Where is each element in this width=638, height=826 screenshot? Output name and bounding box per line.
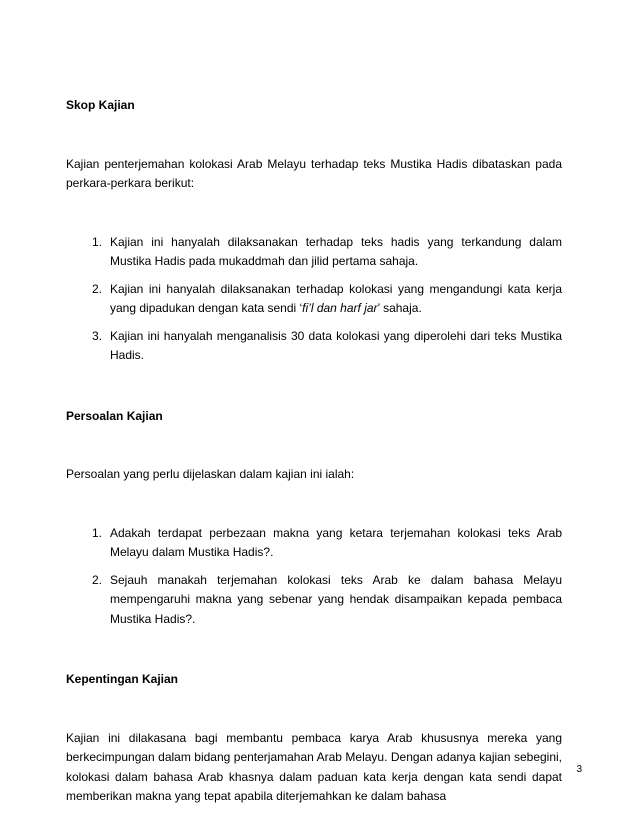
list-item <box>66 233 562 272</box>
list-item-text-before: Kajian ini hanyalah dilaksanakan terhadap kolokasi yang mengandungi kata kerja yang dipadukan dengan kata sendi ‘ <box>110 281 562 315</box>
list-number: 1. <box>92 525 103 540</box>
list-item <box>66 327 562 366</box>
skop-intro: Kajian penterjemahan kolokasi Arab Melayu terhadap teks Mustika Hadis dibataskan pada perkara-perkara berikut: <box>66 156 562 190</box>
list-number: 2. <box>92 572 103 587</box>
list-item <box>66 571 562 630</box>
list-number: 1. <box>92 234 103 249</box>
list-item <box>66 280 562 319</box>
persoalan-heading: Persoalan Kajian <box>66 408 163 423</box>
list-item-text-after: ’ sahaja. <box>377 301 422 315</box>
persoalan-list <box>66 524 562 630</box>
list-item <box>66 524 562 563</box>
list-item-text: Sejauh manakah terjemahan kolokasi teks Arab ke dalam bahasa Melayu mempengaruhi makna yang sebenar yang hendak disampaikan kepada pembaca Mustika Hadis?. <box>110 572 562 626</box>
list-item-italic-term: fi’l dan harf jar <box>302 301 378 315</box>
list-item-text: Adakah terdapat perbezaan makna yang ketara terjemahan kolokasi teks Arab Melayu dalam Mustika Hadis?. <box>110 525 562 559</box>
list-item-text: Kajian ini hanyalah menganalisis 30 data kolokasi yang diperolehi dari teks Mustika Hadis. <box>110 328 562 362</box>
kepentingan-body: Kajian ini dilakasana bagi membantu pembaca karya Arab khususnya mereka yang berkecimpungan dalam bidang penterjamahan Arab Melayu. Dengan adanya kajian sebegini, kolokasi dalam bahasa Arab khasnya dalam paduan kata kerja dengan kata sendi dapat memberikan makna yang tepat apabila diterjemahkan ke dalam bahasa <box>66 730 562 803</box>
list-number: 3. <box>92 328 103 343</box>
list-item-text: Kajian ini hanyalah dilaksanakan terhadap teks hadis yang terkandung dalam Mustika Hadis pada mukaddmah dan jilid pertama sahaja. <box>110 234 562 268</box>
kepentingan-heading: Kepentingan Kajian <box>66 672 179 686</box>
list-number: 2. <box>92 281 103 296</box>
skop-heading: Skop Kajian <box>66 98 135 112</box>
page-number: 3 <box>576 764 582 775</box>
page-content <box>66 96 562 807</box>
skop-list <box>66 233 562 366</box>
persoalan-intro: Persoalan yang perlu dijelaskan dalam kajian ini ialah: <box>66 467 355 481</box>
